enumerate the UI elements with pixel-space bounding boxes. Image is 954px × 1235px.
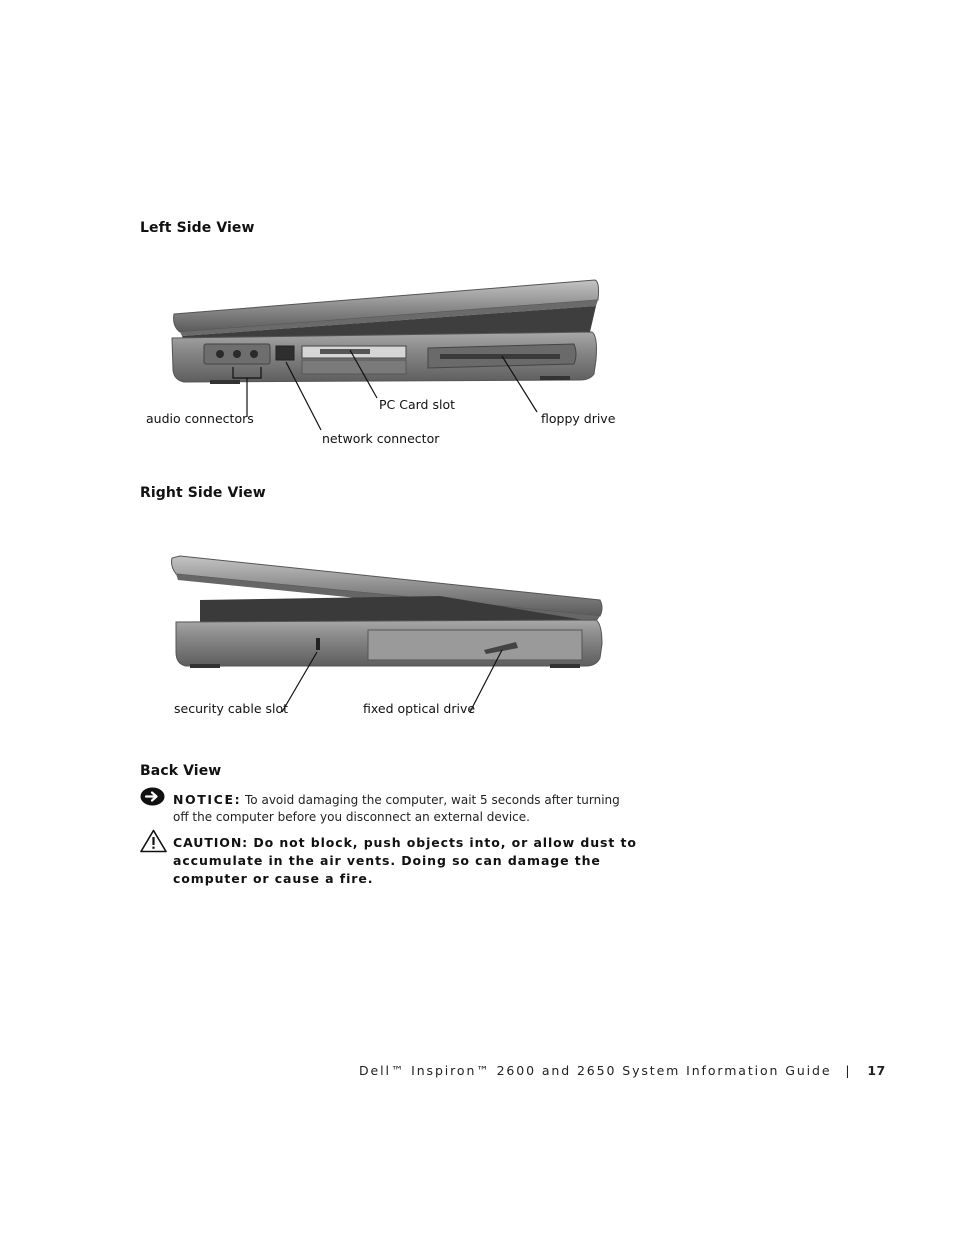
callout-network-connector: network connector — [322, 431, 440, 446]
page-footer — [359, 1063, 886, 1078]
notice-label: NOTICE: — [173, 792, 242, 807]
caution-text: CAUTION: Do not block, push objects into, or allow dust to accumulate in the air vents. Doing so can damage the computer or cause a fire. — [173, 835, 637, 886]
callout-pc-card-slot: PC Card slot — [379, 397, 455, 412]
callout-fixed-optical-drive: fixed optical drive — [363, 701, 476, 716]
footer-separator: | — [845, 1063, 852, 1078]
notice-icon — [140, 787, 165, 806]
callout-security-cable-slot: security cable slot — [174, 701, 289, 716]
caution-icon — [140, 829, 167, 853]
right-side-laptop-figure — [140, 548, 630, 718]
callout-floppy-drive: floppy drive — [541, 411, 616, 426]
page-number: 17 — [867, 1063, 886, 1078]
callout-audio-connectors: audio connectors — [146, 411, 254, 426]
back-view-heading: Back View — [140, 763, 222, 779]
footer-guide-title: Dell™ Inspiron™ 2600 and 2650 System Information Guide — [359, 1063, 832, 1078]
right-side-view-heading: Right Side View — [140, 485, 266, 501]
notice-block — [173, 791, 633, 826]
left-side-view-heading: Left Side View — [140, 220, 255, 236]
notice-text: To avoid damaging the computer, wait 5 seconds after turning off the computer before you disconnect an external device. — [173, 793, 620, 824]
